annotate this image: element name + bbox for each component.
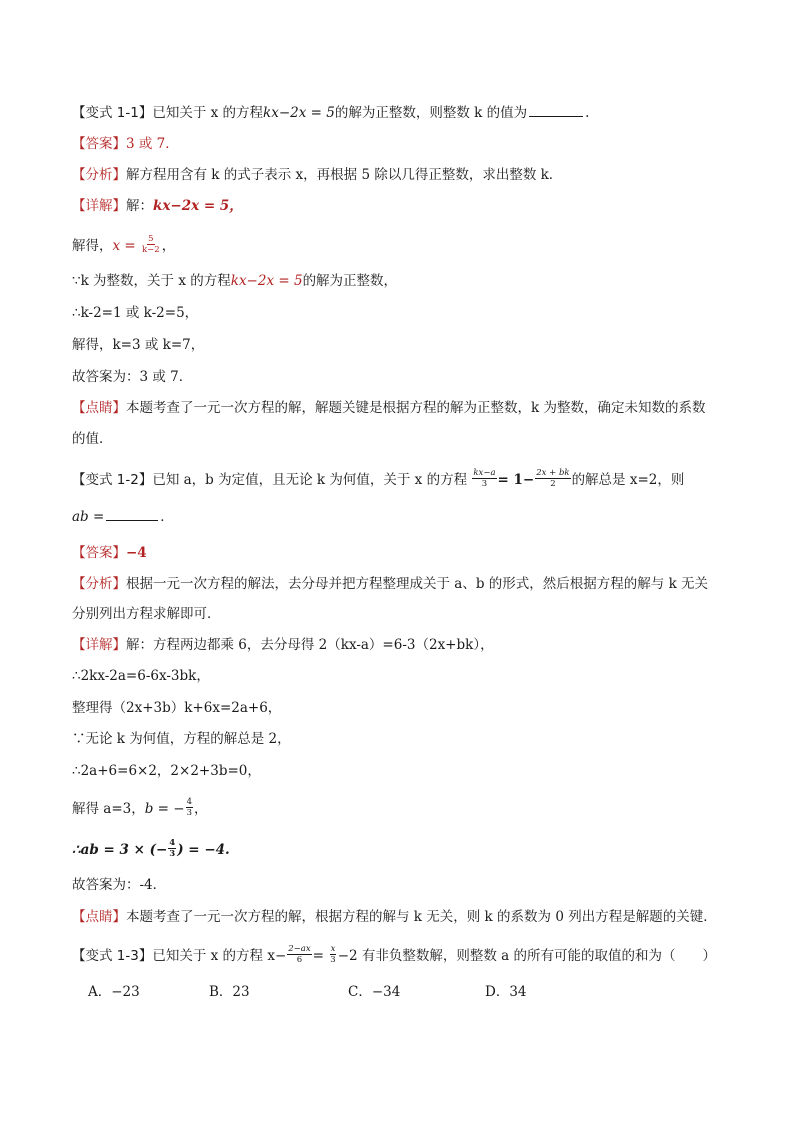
math-expression: ∴ab = 3 × (− <box>72 842 168 858</box>
detail-tag: 【详解】 <box>72 198 126 214</box>
analysis-text: 根据一元一次方程的解法，去分母并把方程整理成关于 a、b 的形式，然后根据方程的解与 k 无关 <box>126 576 709 592</box>
solution-step: ∴2kx-2a=6-6x-3bk， <box>72 668 210 684</box>
question-1-2-continued <box>72 508 174 526</box>
detail-row <box>72 197 243 215</box>
analysis-row-continued: 分别列出方程求解即可． <box>72 606 221 622</box>
solution-step <box>72 236 175 257</box>
punctuation: ． <box>160 509 174 525</box>
fraction <box>186 797 193 818</box>
math-expression: = 1− <box>497 472 535 488</box>
fraction-numerator: 5 <box>148 234 154 244</box>
solution-step: 整理得（2x+3b）k+6x=2a+6， <box>72 700 282 716</box>
question-tag: 【变式 1-3】 <box>72 948 153 964</box>
analysis-text: 解方程用含有 k 的式子表示 x，再根据 5 除以几得正整数，求出整数 k． <box>126 167 563 183</box>
analysis-tag: 【分析】 <box>72 576 126 592</box>
analysis-tag: 【分析】 <box>72 167 126 183</box>
question-text: 已知 a，b 为定值，且无论 k 为何值，关于 x 的方程 <box>152 472 468 488</box>
math-expression: b = − <box>144 801 185 817</box>
point-row <box>72 908 717 926</box>
answer-blank[interactable] <box>529 104 583 117</box>
solution-step: 解得，k=3 或 k=7， <box>72 337 205 353</box>
solution-step <box>72 272 397 290</box>
solution-step: ∵无论 k 为何值，方程的解总是 2， <box>72 731 291 747</box>
question-1-2 <box>72 470 684 491</box>
fraction-numerator: 4 <box>169 838 176 848</box>
question-text: 已知关于 x 的方程 <box>152 105 264 121</box>
fraction-numerator: x <box>330 944 336 954</box>
solution-step: ∴2a+6=6×2，2×2+3b=0， <box>72 763 261 779</box>
fraction-numerator: 2x + bk <box>536 468 570 478</box>
choice-b[interactable]: B．23 <box>209 984 250 1000</box>
answer-value: −4 <box>126 545 147 561</box>
point-row-continued: 的值． <box>72 431 113 447</box>
detail-row <box>72 636 494 654</box>
detail-text: 解：方程两边都乘 6，去分母得 2（kx-a）=6-3（2x+bk）， <box>126 637 494 653</box>
question-tag: 【变式 1-1】 <box>72 105 153 121</box>
math-expression: = <box>312 948 324 964</box>
step-text: 解得， <box>72 238 113 254</box>
answer-value: 3 或 7． <box>126 136 179 152</box>
detail-text: 解： <box>126 198 153 214</box>
punctuation: ， <box>161 238 176 254</box>
point-row <box>72 399 705 417</box>
fraction-denominator: 3 <box>186 808 193 818</box>
fraction-numerator: 2−ax <box>288 944 311 954</box>
fraction-denominator: k−2 <box>142 245 160 255</box>
question-text: 的解总是 x=2，则 <box>571 472 685 488</box>
question-text: 已知关于 x 的方程 x− <box>152 948 287 964</box>
solution-step <box>72 799 208 820</box>
question-text: −2 有非负整数解，则整数 a 的所有可能的取值的和为（ ） <box>337 948 717 964</box>
punctuation: . <box>585 105 590 121</box>
point-text: 本题考查了一元一次方程的解，解题关键是根据方程的解为正整数，k 为整数，确定未知数的系数 <box>126 400 706 416</box>
answer-row <box>72 544 147 562</box>
fraction-denominator: 6 <box>296 955 303 965</box>
equation: kx−2x = 5， <box>153 198 243 214</box>
step-text: 的解为正整数， <box>302 273 398 289</box>
step-text: ∵k 为整数，关于 x 的方程 <box>72 273 231 289</box>
answer-blank[interactable] <box>106 508 158 521</box>
fraction-denominator: 3 <box>169 849 176 859</box>
punctuation: ， <box>194 801 208 817</box>
question-tag: 【变式 1-2】 <box>72 472 153 488</box>
point-tag: 【点睛】 <box>72 400 126 416</box>
equation: kx−2x = 5 <box>263 105 335 121</box>
question-1-3 <box>72 946 716 967</box>
answer-tag: 【答案】 <box>72 545 126 561</box>
analysis-row <box>72 166 562 184</box>
solution-step <box>72 840 230 861</box>
math-expression: ab = <box>72 509 105 525</box>
fraction <box>141 234 161 255</box>
fraction-numerator: kx−a <box>473 468 496 478</box>
solution-step: 故答案为：3 或 7． <box>72 369 193 385</box>
fraction <box>472 468 496 489</box>
fraction <box>287 944 311 965</box>
fraction-denominator: 3 <box>481 479 488 489</box>
choice-a[interactable]: A．−23 <box>88 984 140 1000</box>
fraction-denominator: 2 <box>550 479 556 489</box>
math-expression: ) = −4. <box>177 842 230 858</box>
math-expression: x = <box>112 238 136 254</box>
answer-row <box>72 135 179 153</box>
fraction-numerator: 4 <box>186 797 193 807</box>
analysis-row <box>72 575 708 593</box>
solution-step: ∴k-2=1 或 k-2=5， <box>72 305 199 321</box>
choice-d[interactable]: D．34 <box>485 984 527 1000</box>
equation: kx−2x = 5 <box>230 273 303 289</box>
detail-tag: 【详解】 <box>72 637 126 653</box>
fraction <box>168 838 176 859</box>
point-tag: 【点睛】 <box>72 909 126 925</box>
fraction <box>535 468 570 489</box>
solution-step: 故答案为：-4． <box>72 877 167 893</box>
answer-tag: 【答案】 <box>72 136 126 152</box>
step-text: 解得 a=3， <box>72 801 145 817</box>
fraction <box>329 944 336 965</box>
point-text: 本题考查了一元一次方程的解，根据方程的解与 k 无关，则 k 的系数为 0 列出方程是解题的关键． <box>126 909 717 925</box>
fraction-denominator: 3 <box>330 955 336 965</box>
question-1-1 <box>72 104 589 122</box>
choice-c[interactable]: C．−34 <box>348 984 401 1000</box>
question-text: 的解为正整数，则整数 k 的值为 <box>334 105 528 121</box>
